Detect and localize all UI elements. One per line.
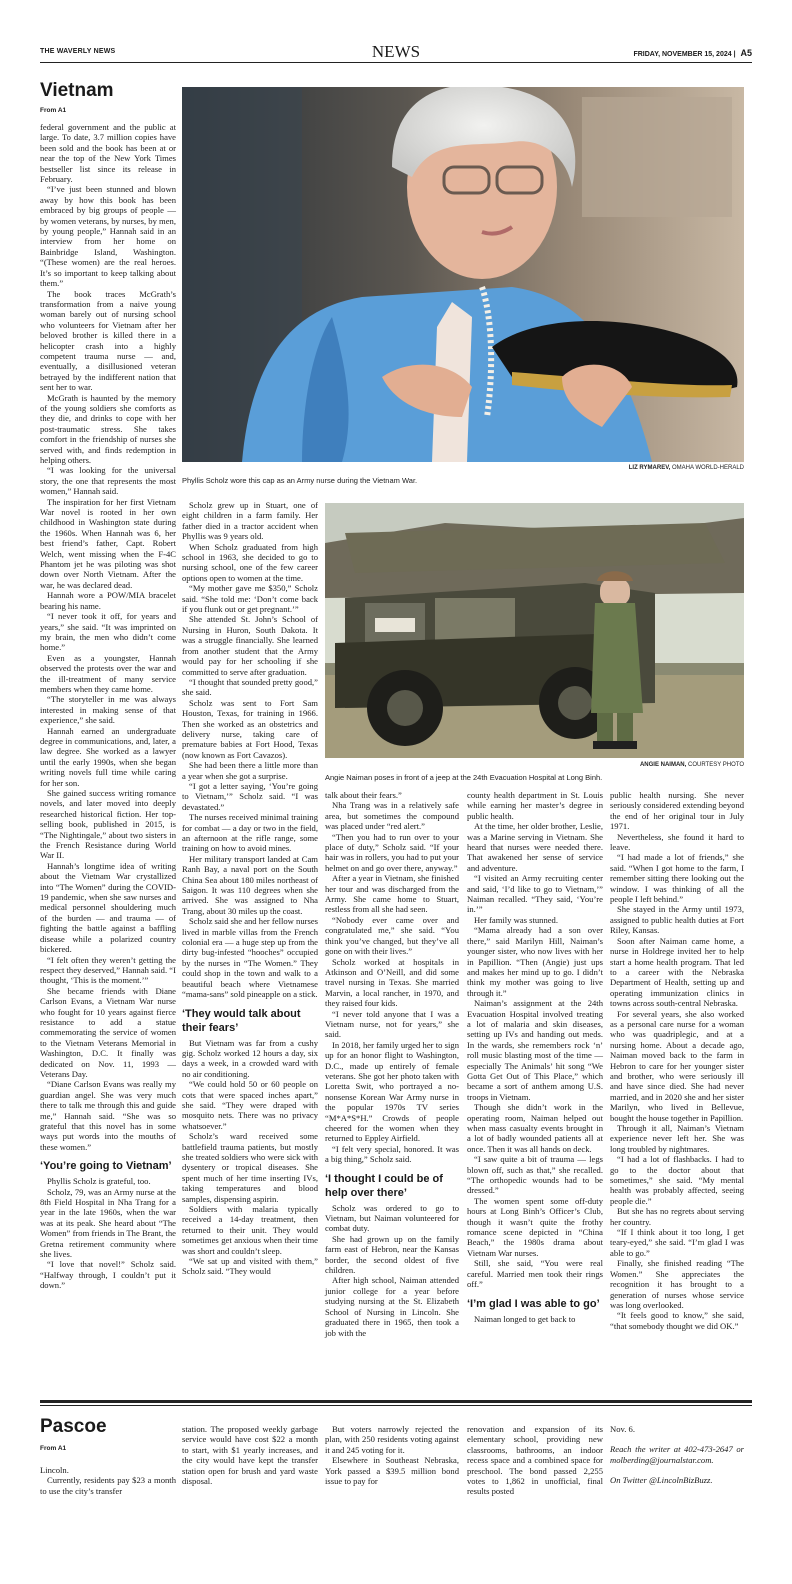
paragraph: Elsewhere in Southeast Nebraska, York passed a $39.5 million bond issue to pay for [325, 1455, 459, 1487]
article-column-5 [610, 790, 744, 1331]
paragraph: “If I think about it too long, I get teary-eyed,” she said. “I’m glad I was able to go.” [610, 1227, 744, 1258]
paragraph: Scholz was sent to Fort Sam Houston, Texas, for training in 1966. Then she worked as an obstetrics and delivery nurse, taking care of premature babies at Fort Hood, Texas (now known as Fort Cavazos). [182, 697, 318, 760]
paragraph: She stayed in the Army until 1973, assigned to public health duties at Fort Riley, Kansas. [610, 904, 744, 936]
photo1-credit [500, 465, 744, 471]
paragraph: “The storyteller in me was always interested in making sense of that experience,” she said. [40, 694, 176, 726]
column-1-paragraphs [40, 122, 176, 1152]
paragraph: The inspiration for her first Vietnam War novel is rooted in her own childhood in Washington state during the 1960s. When Hannah was 6, her best friend’s father, Capt. Robert Welch, went missing when the F-4C Phantom jet he was piloting was shot down over North Vietnam. After the war, he was declared dead. [40, 496, 176, 590]
column-3b-paragraphs [325, 1203, 459, 1338]
subhead-going-to-vietnam: ‘You’re going to Vietnam’ [40, 1160, 172, 1173]
article-headline: Vietnam [40, 80, 114, 101]
paragraph: When Scholz graduated from high school in 1963, she decided to go to nursing school, one of the few career options open to women at the time. [182, 541, 318, 583]
column-1b-paragraphs [40, 1176, 176, 1290]
photo-phyllis-scholz-image [182, 87, 744, 462]
photo2-caption: Angie Naiman poses in front of a jeep at the 24th Evacuation Hospital at Long Binh. [325, 773, 603, 782]
date-and-page [633, 48, 752, 58]
paragraph: “Mama already had a son over there,” said Marilyn Hill, Naiman’s younger sister, who now lives with her in Papillion. “Then (Angie) just ups and makes her mind up to go. I didn’t think my mother was going to live through it.” [467, 925, 603, 998]
pascoe-column-3 [325, 1424, 459, 1486]
column-3-paragraphs [325, 790, 459, 1165]
paragraph: Her military transport landed at Cam Ranh Bay, a naval port on the South China Sea about 180 miles northeast of Saigon. It was 110 degrees when she arrived. She was assigned to Nha Trang, about 30 miles up the coast. [182, 853, 318, 916]
paragraph: “I saw quite a bit of trauma — legs blown off, such as that,” she recalled. “The orthopedic wounds had to be dressed.” [467, 1154, 603, 1196]
masthead-rule [40, 62, 752, 63]
paragraph: county health department in St. Louis while earning her master’s degree in public health. [467, 790, 603, 821]
paragraph: Scholz was ordered to go to Vietnam, but Naiman volunteered for combat duty. [325, 1202, 459, 1234]
paragraph: She attended St. John’s School of Nursing in Huron, South Dakota. It was a struggle financially. She learned from another student that the Army would pay for her schooling if she committed to serve after graduation. [182, 614, 318, 677]
paragraph: “Diane Carlson Evans was really my guardian angel. She was very much there to talk me through this and guide me,” Hannah said. “She was so grateful that this novel has in some ways put words into the mouths of these women.” [40, 1079, 176, 1152]
paragraph: She became friends with Diane Carlson Evans, a Vietnam War nurse who fought for 10 years against fierce resistance to add a statue commemorating the service of women to the Vietnam Veterans Memorial in Washington, D.C. It finally was dedicated on Nov. 11, 1993 — Veterans Day. [40, 985, 176, 1079]
paragraph: renovation and expansion of its elementary school, providing new classrooms, bathrooms, an indoor recess space and a combined space for preschool. The bond passed 2,255 votes to 1,862 in unofficial, final results posted [467, 1424, 603, 1497]
column-4-paragraphs [467, 790, 603, 1290]
article-column-4 [467, 790, 603, 1324]
paragraph: Soldiers with malaria typically received a 14-day treatment, then returned to their unit. They would sometimes get anxious when their time was short and couldn’t sleep. [182, 1204, 318, 1256]
paragraph: “I’ve just been stunned and blown away by how this book has been embraced by big groups of people — by women veterans, by nurses, by men, by young people,” Hannah said in an interview from her home on Bainbridge Island, Washington. “(These women) are the real heroes. It’s so important to keep talking about them.” [40, 184, 176, 289]
paragraph: Soon after Naiman came home, a nurse in Holdrege invited her to help start a home health program. That led to a career with the Nebraska Department of Health, setting up and operating immunization clinics in towns across south-central Nebraska. [610, 935, 744, 1009]
column-2b-paragraphs [182, 1038, 318, 1277]
issue-date: FRIDAY, NOVEMBER 15, 2024 [633, 51, 732, 58]
section-divider-thin [40, 1405, 752, 1406]
paragraph: “I felt often they weren’t getting the respect they deserved,” Hannah said. “I thought, ‘This is the moment.’” [40, 954, 176, 986]
paragraph: In 2018, her family urged her to sign up for an honor flight to Washington, D.C., made up entirely of female veterans. She got her photo taken with Loretta Swit, who portrayed a no-nonsense Korean War Army nurse in the popular 1970s TV series “M*A*S*H.” Crowds of people cheered for the women when they returned to Eppley Airfield. [325, 1039, 459, 1144]
column-2-paragraphs [182, 500, 318, 1000]
paragraph: federal government and the public at large. To date, 3.7 million copies have been sold and the book has been at or near the top of the New York Times bestseller list since its release in February. [40, 122, 176, 185]
paragraph: Hannah’s longtime idea of writing about the Vietnam War crystallized into “The Women” during the COVID-19 pandemic, when she saw nurses and medical personnel shouldering much of the burden — and trauma — of fighting the battle against a baffling disease while a polarized country bickered. [40, 860, 176, 955]
column-4b-paragraphs [467, 1314, 603, 1324]
pascoe-column-2-paragraphs [182, 1424, 318, 1486]
paragraph: talk about their fears.” [325, 790, 402, 800]
paragraph: Naiman’s assignment at the 24th Evacuation Hospital involved treating a lot of malaria and skin diseases, setting up IVs and handing out meds. In the wards, she remembers rock ‘n’ roll music blasting most of the time — especially The Animals’ hit song “We Gotta Get Out of This Place,” which became a sort of anthem among U.S. troops in Vietnam. [467, 998, 603, 1102]
paragraph: Nevertheless, she found it hard to leave. [610, 831, 744, 853]
paragraph: McGrath is haunted by the memory of the young soldiers she comforts as they die, and drinks to cope with her post-traumatic stress. She takes comfort in the friendship of nurses she served with, and finds redemption in helping others. [40, 392, 176, 465]
article-column-1 [40, 122, 176, 1291]
paragraph: Scholz’s ward received some battlefield trauma patients, but mostly she treated soldiers who were sick with dysentery or tropical diseases. She spent much of her time inserting IVs, taking temperatures and blood samples, dispensing aspirin. [182, 1131, 318, 1204]
paragraph: The nurses received minimal training for combat — a day or two in the field, an afternoon at the rifle range, some training on how to avoid mines. [182, 812, 318, 854]
paragraph: But Vietnam was far from a cushy gig. Scholz worked 12 hours a day, six days a week, in a crowded ward with no air conditioning. [182, 1037, 318, 1079]
pascoe-column-5 [610, 1424, 744, 1486]
paragraph: Scholz, 79, was an Army nurse at the 8th Field Hospital in Nha Trang for a year in the late 1960s, when the war was at its peak. She heard about “The Women” from friends in The Brant, the Gretna retirement community where she lives. [40, 1186, 176, 1260]
paragraph: Scholz worked at hospitals in Atkinson and O’Neill, and did some travel nursing in Texas. She married Marvin, a local rancher, in 1970, and they raised four kids. [325, 956, 459, 1009]
paragraph: “Nobody ever came over and congratulated me,” she said. “You think you’ve changed, but they’ve all gone on with their lives.” [325, 914, 459, 957]
pascoe-column-1-paragraphs [40, 1465, 176, 1496]
paragraph: “I got a letter saying, ‘You’re going to Vietnam,’” Scholz said. “I was devastated.” [182, 780, 318, 812]
paragraph: Phyllis Scholz is grateful, too. [47, 1176, 151, 1187]
subhead-glad-to-go: ‘I’m glad I was able to go’ [467, 1297, 600, 1310]
photo-angie-naiman-image [325, 503, 744, 758]
photo-angie-naiman [325, 503, 744, 758]
paragraph: Currently, residents pay $23 a month to use the city’s transfer [40, 1475, 176, 1496]
pascoe-contact: Reach the writer at 402-473-2647 or molberding@journalstar.com. [610, 1444, 744, 1465]
paragraph: Through it all, Naiman’s Vietnam experience never left her. She was long troubled by nightmares. [610, 1123, 744, 1154]
paragraph: “I visited an Army recruiting center and said, ‘I’d like to go to Vietnam,’” Naiman recalled. “They said, ‘You’re in.’” [467, 873, 603, 915]
paragraph: Her family was stunned. [474, 914, 559, 925]
pascoe-column-4-paragraphs [467, 1424, 603, 1497]
pascoe-column-4 [467, 1424, 603, 1497]
paragraph: “We could hold 50 or 60 people on cots that were spaced inches apart,” she said. “They were draped with mosquito nets. There was no privacy whatsoever.” [182, 1079, 318, 1131]
photo1-credit-name: LIZ RYMAREV, [628, 465, 671, 471]
photo2-credit [500, 762, 744, 768]
paragraph: Nha Trang was in a relatively safe area, but sometimes the compound was placed under “red alert.” [325, 800, 459, 832]
section-divider-thick [40, 1400, 752, 1403]
paragraph: Hannah wore a POW/MIA bracelet bearing his name. [40, 590, 176, 611]
photo-phyllis-scholz [182, 87, 744, 462]
paragraph: Even as a youngster, Hannah observed the protests over the war and the ill-treatment of many service members when they came home. [40, 652, 176, 694]
paper-name: THE WAVERLY NEWS [40, 48, 116, 55]
photo2-credit-org: COURTESY PHOTO [686, 762, 744, 768]
paragraph: Scholz grew up in Stuart, one of eight children in a farm family. Her father died in a tractor accident when Phyllis was 9 years old. [182, 500, 318, 542]
pascoe-column-1 [40, 1465, 176, 1496]
article-column-2 [182, 500, 318, 1277]
paragraph: “I thought that sounded pretty good,” she said. [182, 676, 318, 698]
photo1-credit-org: OMAHA WORLD-HERALD [670, 465, 744, 471]
paragraph: Scholz said she and her fellow nurses lived in marble villas from the French colonial era — a huge step up from the dirty bug-infested “hooches” occupied by the nurses in “The Women.” They could shop in the town and walk to a beautiful beach where Vietnamese “mama-sans” sold pineapple on a stick. [182, 916, 318, 1000]
paragraph: She had grown up on the family farm east of Hebron, near the Kansas border, the second oldest of five children. [325, 1233, 459, 1276]
paragraph: “We sat up and visited with them,” Scholz said. “They would [182, 1256, 318, 1277]
paragraph: “Then you had to run over to your place of duty,” Scholz said. “If your hair was in rollers, you had to put your helmet on and go over there, anyway.” [325, 831, 459, 873]
subhead-talk-about-fears: ‘They would talk about their fears’ [182, 1007, 301, 1034]
paragraph: Still, she said, “You were real careful. Married men took their rings off.” [467, 1258, 603, 1290]
paragraph: “My mother gave me $350,” Scholz said. “She told me: ‘Don’t come back if you flunk out or get pregnant.’” [182, 583, 318, 615]
paragraph: Naiman longed to get back to [474, 1313, 576, 1324]
paragraph: “I never took it off, for years and years,” she said. “It was imprinted on my brain, the men who didn’t come home.” [40, 611, 176, 653]
pascoe-twitter: On Twitter @LincolnBizBuzz. [610, 1475, 713, 1486]
paragraph: public health nursing. She never seriously considered extending beyond the end of her original tour in July 1971. [610, 790, 744, 832]
pascoe-jump-from: From A1 [40, 1445, 67, 1452]
paragraph: The women spent some off-duty hours at Long Binh’s Officer’s Club, though it wasn’t quite the frothy romance scene depicted in “China Beach,” the 1980s drama about Vietnam War nurses. [467, 1195, 603, 1258]
paragraph: Finally, she finished reading “The Women.” She appreciates the recognition it has brought to a generation of nurses whose service was long overlooked. [610, 1258, 744, 1310]
article-column-3 [325, 790, 459, 1338]
paragraph: “It feels good to know,” she said, “that somebody thought we did OK.” [610, 1310, 744, 1331]
paragraph: At the time, her older brother, Leslie, was a Marine serving in Vietnam. She heard that nurses were needed there. That awakened her sense of service and adventure. [467, 821, 603, 873]
pascoe-column-2 [182, 1424, 318, 1486]
page-number: A5 [740, 48, 752, 58]
paragraph: She gained success writing romance novels, and later moved into deeply researched historical fiction. Her top-selling book, published in 2015, is “The Nightingale,” about two sisters in the French Resistance during World War II. [40, 788, 176, 861]
jump-from: From A1 [40, 107, 67, 114]
pascoe-column-5-paragraphs [610, 1424, 744, 1434]
pascoe-column-3-paragraphs [325, 1424, 459, 1486]
paragraph: “I was looking for the universal story, the one that represents the most women,” Hannah said. [40, 465, 176, 497]
subhead-help-over-there: ‘I thought I could be of help over there’ [325, 1172, 443, 1199]
paragraph: After high school, Naiman attended junior college for a year before studying nursing at the St. Elizabeth School of Nursing in Lincoln. She graduated there in 1965, then took a job with the [325, 1275, 459, 1338]
section-title: NEWS [371, 42, 421, 61]
paragraph: “I love that novel!” Scholz said. “Halfway through, I couldn’t put it down.” [40, 1259, 176, 1291]
photo1-caption: Phyllis Scholz wore this cap as an Army nurse during the Vietnam War. [182, 476, 418, 485]
separator: | [733, 51, 738, 58]
paragraph: “I felt very special, honored. It was a big thing,” Scholz said. [325, 1143, 459, 1165]
paragraph: Hannah earned an undergraduate degree in communications, and, later, a law degree. She worked as a lawyer until the early 1990s, when she began writing novels full time while caring for her son. [40, 725, 176, 788]
paragraph: “I had made a lot of friends,” she said. “When I got home to the farm, I remember sitting there looking out the window. I was thinking of all the people I left behind.” [610, 852, 744, 905]
paragraph: For several years, she also worked as a personal care nurse for a woman who was quadriplegic, and at a nursing home. About a decade ago, Naiman moved back to the farm in Hebron to care for her younger sister and brother, who were seriously ill and have since died. She had never married, and in 2020 she and her sister Marilyn, who lived in Bellevue, bought the house together in Papillion. [610, 1008, 744, 1123]
pascoe-headline: Pascoe [40, 1416, 107, 1437]
paragraph: station. The proposed weekly garbage service would have cost $22 a month to start, with $1 yearly increases, and the city would have kept the transfer station open for brush and yard waste disposal. [182, 1424, 318, 1487]
paragraph: But she has no regrets about serving her country. [610, 1206, 744, 1227]
paragraph: Though she didn’t work in the operating room, Naiman helped out when mass casualty events brought in a lot of badly wounded patients all at once. Then it was all hands on deck. [467, 1102, 603, 1154]
column-5-paragraphs [610, 790, 744, 1331]
paragraph: But voters narrowly rejected the plan, with 250 residents voting against it and 245 voting for it. [325, 1424, 459, 1455]
paragraph: “I never told anyone that I was a Vietnam nurse, not for years,” she said. [325, 1008, 459, 1040]
paragraph: Nov. 6. [610, 1424, 635, 1434]
photo2-credit-name: ANGIE NAIMAN, [639, 762, 687, 768]
paragraph: After a year in Vietnam, she finished her tour and was discharged from the Army. She came home to Stuart, restless from all she had seen. [325, 873, 459, 915]
paragraph: The book traces McGrath’s transformation from a naive young woman barely out of nursing school who volunteers for Vietnam after her beloved brother is killed there in a helicopter crash into a highly competent trauma nurse — and, eventually, a disillusioned veteran betrayed by the indifferent nation that sent her to war. [40, 288, 176, 393]
paragraph: Lincoln. [40, 1465, 69, 1475]
paragraph: “I had a lot of flashbacks. I had to go to the doctor about that sometimes,” she said. “My mental health was probably affected, seeing people die.” [610, 1154, 744, 1206]
paragraph: She had been there a little more than a year when she got a surprise. [182, 760, 318, 781]
